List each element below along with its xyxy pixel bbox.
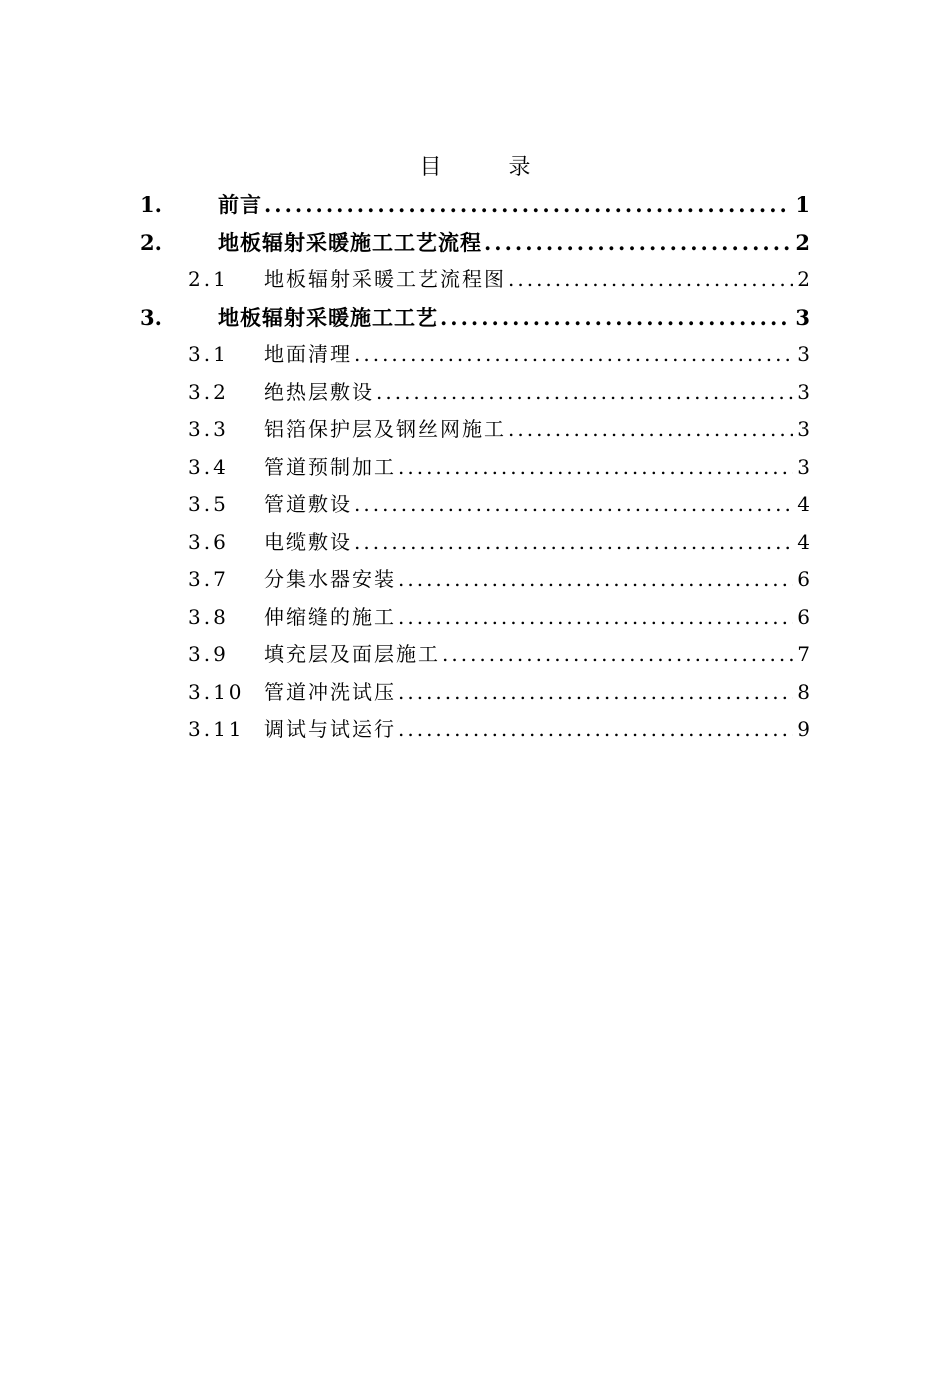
toc-dot-leader <box>398 561 793 599</box>
toc-entry-page-number: 4 <box>797 492 810 516</box>
toc-entry[interactable] <box>140 636 810 674</box>
toc-entry-title: 地板辐射采暖施工工艺 <box>218 304 438 330</box>
toc-entry[interactable] <box>140 599 810 637</box>
toc-entry[interactable] <box>140 336 810 374</box>
toc-entry-number: 2.1 <box>188 267 229 291</box>
toc-entry-title: 前言 <box>218 192 262 217</box>
toc-entry-page-number: 1 <box>795 192 810 217</box>
toc-entry-number: 3.7 <box>188 567 229 591</box>
toc-entry-number: 3.1 <box>188 342 229 366</box>
toc-entry-title: 填充层及面层施工 <box>264 642 440 666</box>
toc-dot-leader <box>398 711 793 749</box>
toc-entry-page-number: 6 <box>797 567 810 591</box>
toc-dot-leader <box>508 261 793 299</box>
toc-entry[interactable] <box>140 524 810 562</box>
toc-entry[interactable] <box>140 186 810 224</box>
toc-entry-page-number: 2 <box>797 267 810 291</box>
toc-entry[interactable] <box>140 449 810 487</box>
toc-entry-page-number: 6 <box>797 604 810 629</box>
toc-entry-title: 地板辐射采暖施工工艺流程 <box>218 229 482 255</box>
toc-entry-page-number: 9 <box>797 717 810 741</box>
toc-dot-leader <box>264 186 791 224</box>
toc-entry-number: 3.9 <box>188 642 229 666</box>
toc-dot-leader <box>398 449 793 487</box>
toc-entry[interactable] <box>140 674 810 712</box>
toc-entry-title: 分集水器安装 <box>264 567 396 591</box>
toc-dot-leader <box>440 299 791 337</box>
toc-entry-title: 管道敷设 <box>264 492 352 516</box>
toc-entry-number: 3.11 <box>188 717 245 741</box>
toc-dot-leader <box>508 411 793 449</box>
toc-entry-title: 管道预制加工 <box>264 454 396 479</box>
toc-entry[interactable] <box>140 299 810 337</box>
toc-entry-number: 3.8 <box>188 604 229 629</box>
toc-entry-page-number: 4 <box>797 529 810 554</box>
toc-entry[interactable] <box>140 224 810 262</box>
toc-dot-leader <box>398 674 793 712</box>
toc-dot-leader <box>354 524 793 562</box>
toc-entry-number: 3.3 <box>188 417 229 441</box>
toc-entry-number: 2. <box>140 229 162 255</box>
toc-entry[interactable] <box>140 411 810 449</box>
toc-entry-title: 调试与试运行 <box>264 717 396 741</box>
toc-dot-leader <box>398 599 793 637</box>
toc-entry-page-number: 3 <box>797 379 810 404</box>
toc-entry-page-number: 7 <box>797 642 810 666</box>
toc-entry-page-number: 3 <box>797 342 810 366</box>
toc-dot-leader <box>354 336 793 374</box>
toc-dot-leader <box>376 374 793 412</box>
toc-entry-number: 3. <box>140 304 162 330</box>
toc-entry-number: 1. <box>140 192 162 217</box>
toc-entry[interactable] <box>140 711 810 749</box>
toc-entry-page-number: 3 <box>797 454 810 479</box>
toc-dot-leader <box>354 486 793 524</box>
toc-entry-title: 地面清理 <box>264 342 352 366</box>
toc-entry[interactable] <box>140 561 810 599</box>
toc-entry-title: 电缆敷设 <box>264 529 352 554</box>
toc-entry-page-number: 2 <box>795 229 810 255</box>
toc-title: 目 录 <box>419 155 561 180</box>
toc-entry-number: 3.6 <box>188 529 229 554</box>
toc-entry-title: 伸缩缝的施工 <box>264 604 396 629</box>
toc-entry[interactable] <box>140 374 810 412</box>
toc-entry-title: 地板辐射采暖工艺流程图 <box>264 267 506 291</box>
toc-entry-number: 3.2 <box>188 379 229 404</box>
toc-entry-number: 3.10 <box>188 679 245 704</box>
toc-entry-page-number: 3 <box>795 304 810 330</box>
toc-entry[interactable] <box>140 261 810 299</box>
toc-dot-leader <box>484 224 791 262</box>
toc-entry-number: 3.4 <box>188 454 229 479</box>
toc-entry-number: 3.5 <box>188 492 229 516</box>
toc-entry[interactable] <box>140 486 810 524</box>
toc-entry-page-number: 3 <box>797 417 810 441</box>
toc-entry-title: 绝热层敷设 <box>264 379 374 404</box>
toc-entry-page-number: 8 <box>797 679 810 704</box>
toc-dot-leader <box>442 636 793 674</box>
toc-entry-title: 铝箔保护层及钢丝网施工 <box>264 417 506 441</box>
toc-entry-title: 管道冲洗试压 <box>264 679 396 704</box>
table-of-contents <box>140 186 810 749</box>
